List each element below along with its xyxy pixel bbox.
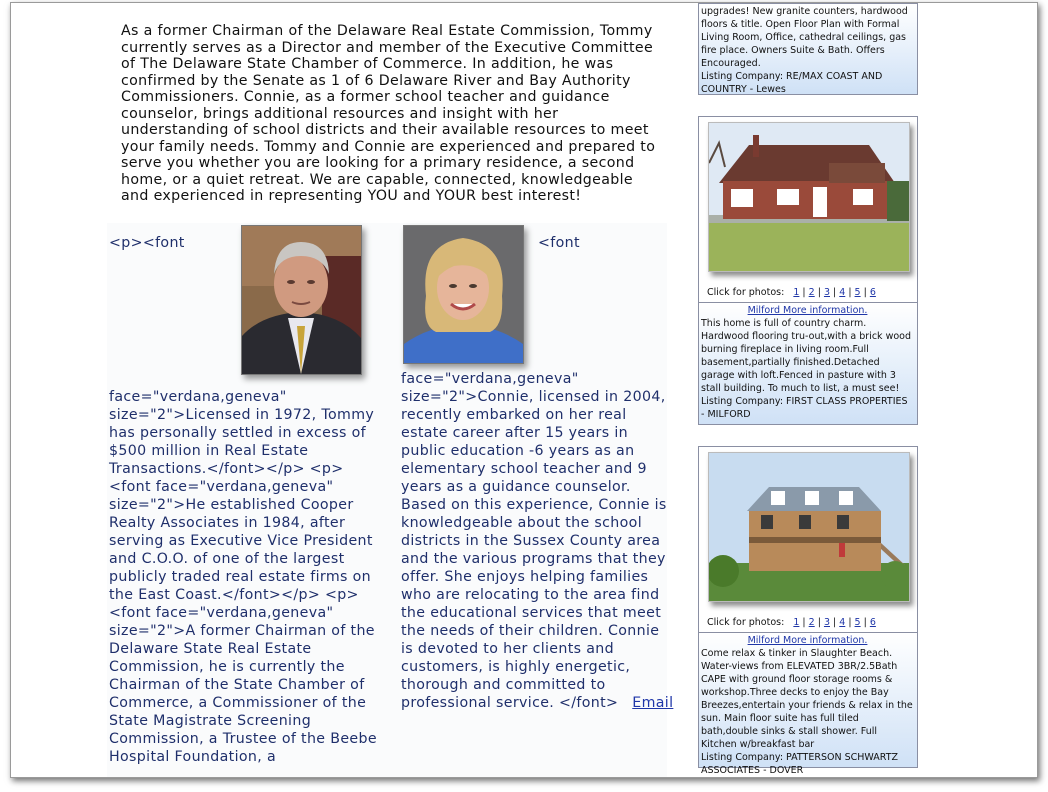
- click-for-photos-label: Click for photos:: [707, 617, 785, 628]
- photo-link-6[interactable]: 6: [869, 287, 876, 298]
- photo-links-row: Click for photos: 1 | 2 | 3 | 4 | 5 | 6: [707, 287, 876, 298]
- listing-description: Come relax & tinker in Slaughter Beach. Water-views from ELEVATED 3BR/2.5Bath CAPE with ground floor storage rooms & workshop.Three decks to enjoy the Bay Breezes,entertain your friends & relax in the sun. Main floor suite has full tiled bath,double sinks & stall shower. Full Kitchen w/breakfast bar: [701, 648, 913, 750]
- photo-link-2[interactable]: 2: [808, 287, 815, 298]
- listing-company: Listing Company: PATTERSON SCHWARTZ ASSOCIATES - DOVER: [701, 752, 898, 776]
- listing-description: upgrades! New granite counters, hardwood floors & title. Open Floor Plan with Formal Living Room, Office, cathedral ceilings, gas fire place. Owners Suite & Bath. Offers Encouraged.: [701, 6, 908, 69]
- browser-page: [10, 2, 1038, 778]
- listing-photo-box-3: [698, 446, 918, 633]
- listing-photo-box-2: [698, 116, 918, 303]
- photo-link-4[interactable]: 4: [839, 287, 846, 298]
- photo-link-1[interactable]: 1: [793, 617, 800, 628]
- tommy-bio: face="verdana,geneva" size="2">Licensed in 1972, Tommy has personally settled in excess of $500 million in Real Estate Transactions.</font></p> <p><font face="verdana,geneva" size="2">He established Cooper Realty Associates in 1984, after serving as Executive Vice President and C.O.O. of one of the largest publicly traded real estate firms on the East Coast.</font></p> <p><font face="verdana,geneva" size="2">A former Chairman of the Delaware State Real Estate Commission, he is currently the Chairman of the State Chamber of Commerce, a Commissioner of the State Magistrate Screening Commission, a Trustee of the Beebe Hospital Foundation, a: [109, 389, 377, 765]
- listing-house-photo[interactable]: [708, 122, 910, 272]
- listing-card-3: [698, 632, 918, 776]
- more-information-link[interactable]: Milford More information.: [747, 305, 868, 316]
- listing-description: This home is full of country charm. Hardwood flooring tru-out,with a brick wood burning fireplace in living room.Full basement,partially finished.Detached garage with loft.Fenced in pasture with 3 stall building. To much to list, a must see!: [701, 318, 911, 394]
- listing-card-2: [698, 302, 918, 425]
- photo-link-6[interactable]: 6: [869, 617, 876, 628]
- photo-link-2[interactable]: 2: [808, 617, 815, 628]
- listing-card-1: [698, 3, 918, 95]
- photo-link-5[interactable]: 5: [854, 287, 861, 298]
- photo-links-row: Click for photos: 1 | 2 | 3 | 4 | 5 | 6: [707, 617, 876, 628]
- tommy-code-open: <p><font: [109, 235, 185, 251]
- more-information-link[interactable]: Milford More information.: [747, 635, 868, 646]
- photo-link-5[interactable]: 5: [854, 617, 861, 628]
- photo-link-3[interactable]: 3: [823, 287, 830, 298]
- connie-bio: [401, 370, 676, 712]
- click-for-photos-label: Click for photos:: [707, 287, 785, 298]
- connie-bio-text: face="verdana,geneva" size="2">Connie, licensed in 2004, recently embarked on her real estate career after 15 years in public education -6 years as an elementary school teacher and 9 years as a guidance counselor. Based on this experience, Connie is knowledgeable about the school districts in the Sussex County area and the various programs that they offer. She enjoys helping families who are relocating to the area find the educational services that meet the needs of their children. Connie is devoted to her clients and customers, is highly energetic, thorough and committed to professional service. </font>: [401, 371, 667, 711]
- photo-link-4[interactable]: 4: [839, 617, 846, 628]
- photo-link-3[interactable]: 3: [823, 617, 830, 628]
- listing-company: Listing Company: FIRST CLASS PROPERTIES - MILFORD: [701, 396, 908, 420]
- intro-paragraph: As a former Chairman of the Delaware Real Estate Commission, Tommy currently serves as a Director and member of the Executive Committee of The Delaware State Chamber of Commerce. In addition, he was confirmed by the Senate as 1 of 6 Delaware River and Bay Authority Commissioners. Connie, as a former school teacher and guidance counselor, brings additional resources and insight with her understanding of school districts and their available resources to meet your family needs. Tommy and Connie are experienced and prepared to serve you whether you are looking for a primary residence, a second home, or a quiet retreat. We are capable, connected, knowledgeable and experienced in representing YOU and YOUR best interest!: [121, 23, 656, 204]
- connie-code-open: <font: [538, 235, 580, 251]
- tommy-photo: [241, 225, 362, 375]
- email-link[interactable]: Email: [632, 695, 674, 711]
- photo-link-1[interactable]: 1: [793, 287, 800, 298]
- listing-house-photo[interactable]: [708, 452, 910, 602]
- connie-photo: [403, 225, 524, 364]
- listing-company: Listing Company: RE/MAX COAST AND COUNTRY - Lewes: [701, 71, 883, 95]
